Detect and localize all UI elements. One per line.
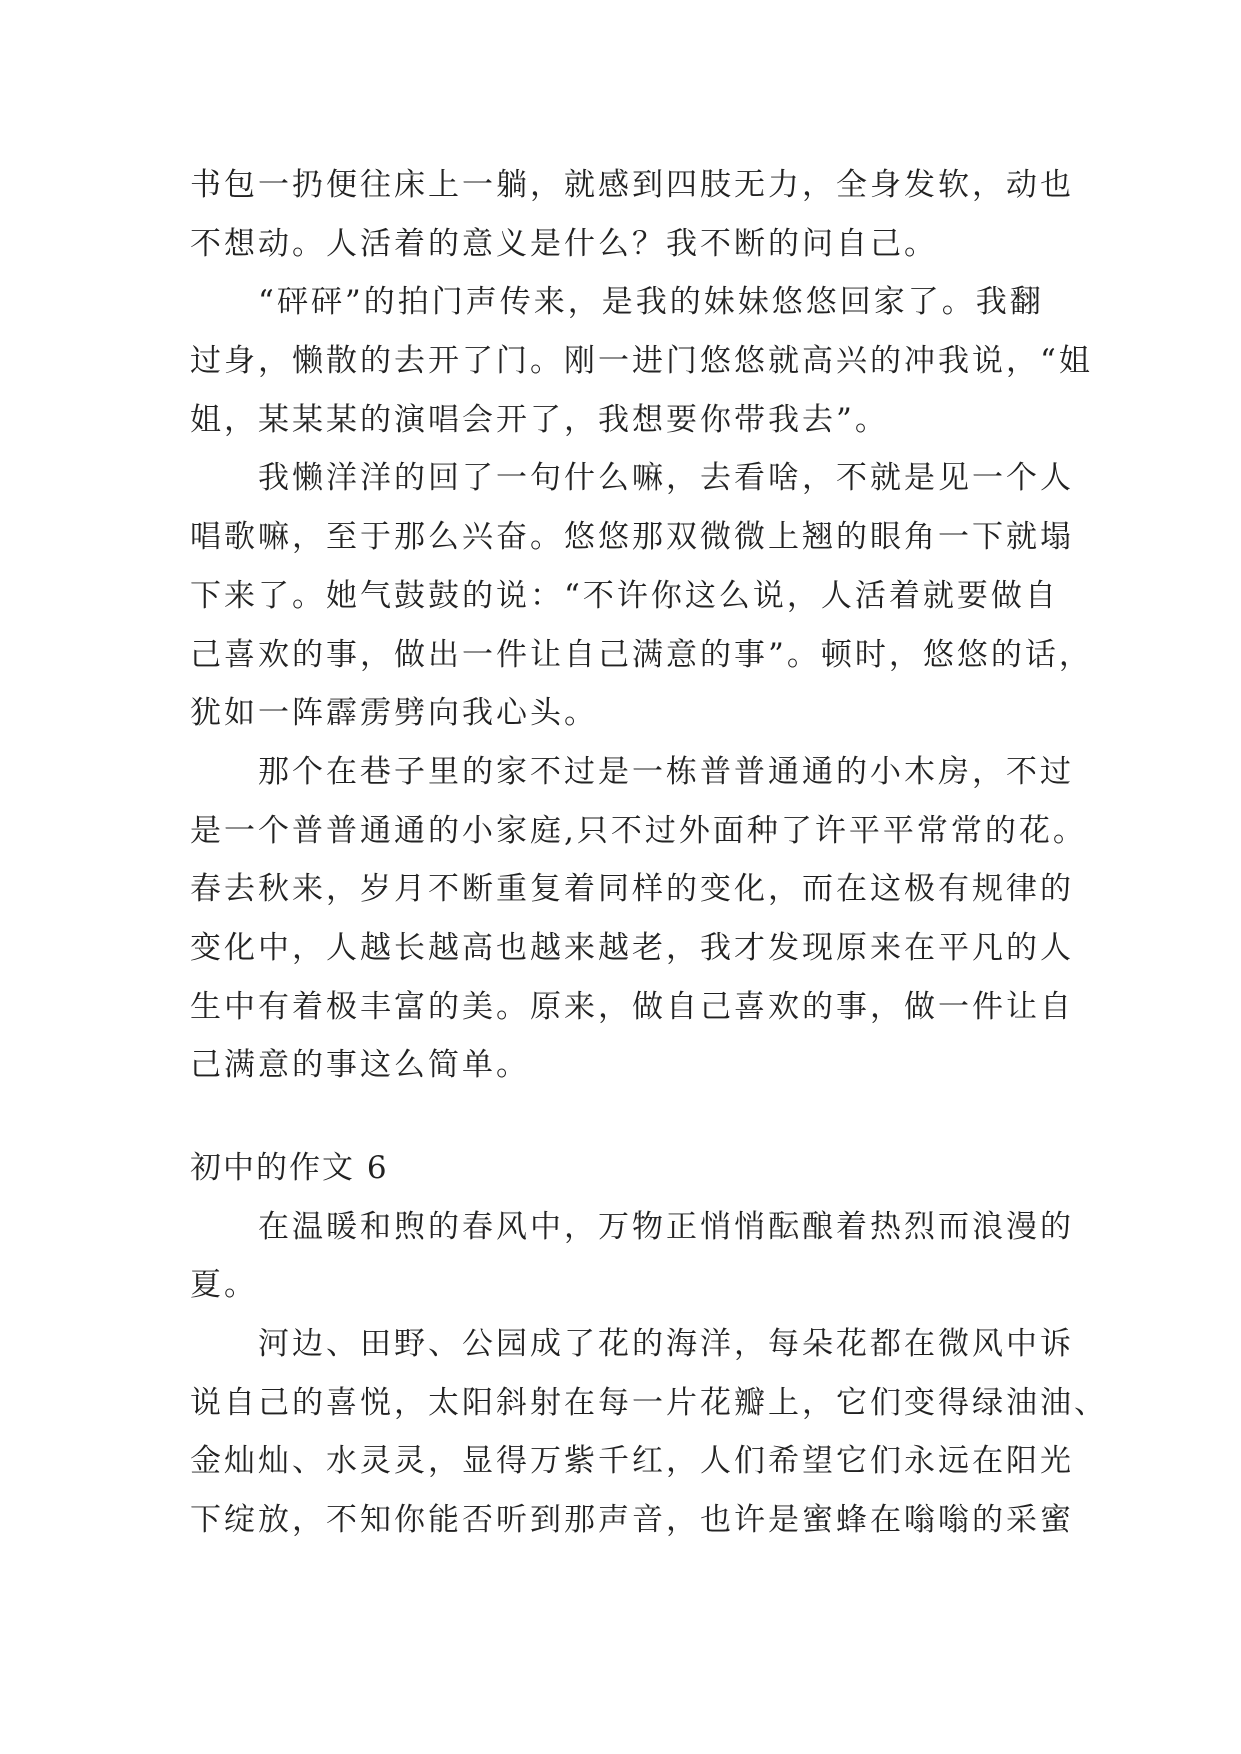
text-line: 唱歌嘛，至于那么兴奋。悠悠那双微微上翘的眼角一下就塌 — [190, 519, 1074, 556]
text-line: 下绽放，不知你能否听到那声音，也许是蜜蜂在嗡嗡的采蜜 — [190, 1502, 1074, 1539]
text-line: 姐，某某某的演唱会开了，我想要你带我去”。 — [190, 401, 889, 438]
text-line: 河边、田野、公园成了花的海洋，每朵花都在微风中诉 — [258, 1326, 1074, 1363]
text-line: 书包一扔便往床上一躺，就感到四肢无力，全身发软，动也 — [190, 167, 1074, 203]
text-line: 我懒洋洋的回了一句什么嘛，去看啥，不就是见一个人 — [258, 460, 1074, 497]
text-line: 犹如一阵霹雳劈向我心头。 — [190, 695, 598, 732]
text-line: 变化中，人越长越高也越来越老，我才发现原来在平凡的人 — [190, 929, 1074, 966]
text-line: 那个在巷子里的家不过是一栋普普通通的小木房，不过 — [258, 753, 1074, 790]
text-line: 是一个普普通通的小家庭,只不过外面种了许平平常常的花。 — [190, 812, 1087, 849]
text-line: 春去秋来，岁月不断重复着同样的变化，而在这极有规律的 — [190, 871, 1074, 908]
text-line: 不想动。人活着的意义是什么？我不断的问自己。 — [190, 225, 938, 262]
document-body — [190, 156, 1108, 1550]
section-gap — [190, 1095, 1070, 1139]
text-line: 说自己的喜悦，太阳斜射在每一片花瓣上，它们变得绿油油、 — [190, 1384, 1108, 1421]
text-line: “砰砰”的拍门声传来，是我的妹妹悠悠回家了。我翻 — [258, 284, 1044, 321]
text-line: 过身，懒散的去开了门。刚一进门悠悠就高兴的冲我说，“姐 — [190, 343, 1093, 380]
text-line: 生中有着极丰富的美。原来，做自己喜欢的事，做一件让自 — [190, 988, 1074, 1025]
text-line: 夏。 — [190, 1267, 258, 1304]
text-line: 金灿灿、水灵灵，显得万紫千红，人们希望它们永远在阳光 — [190, 1443, 1074, 1480]
paragraph-block-bottom — [190, 1198, 1108, 1550]
text-line: 己喜欢的事，做出一件让自己满意的事”。顿时，悠悠的话， — [190, 636, 1093, 673]
text-line: 在温暖和煦的春风中，万物正悄悄酝酿着热烈而浪漫的 — [258, 1208, 1074, 1245]
text-line: 下来了。她气鼓鼓的说：“不许你这么说，人活着就要做自 — [190, 577, 1059, 614]
text-line: 己满意的事这么简单。 — [190, 1047, 530, 1084]
section-heading: 初中的作文 6 — [190, 1150, 389, 1186]
paragraph-block-top — [190, 156, 1093, 1095]
